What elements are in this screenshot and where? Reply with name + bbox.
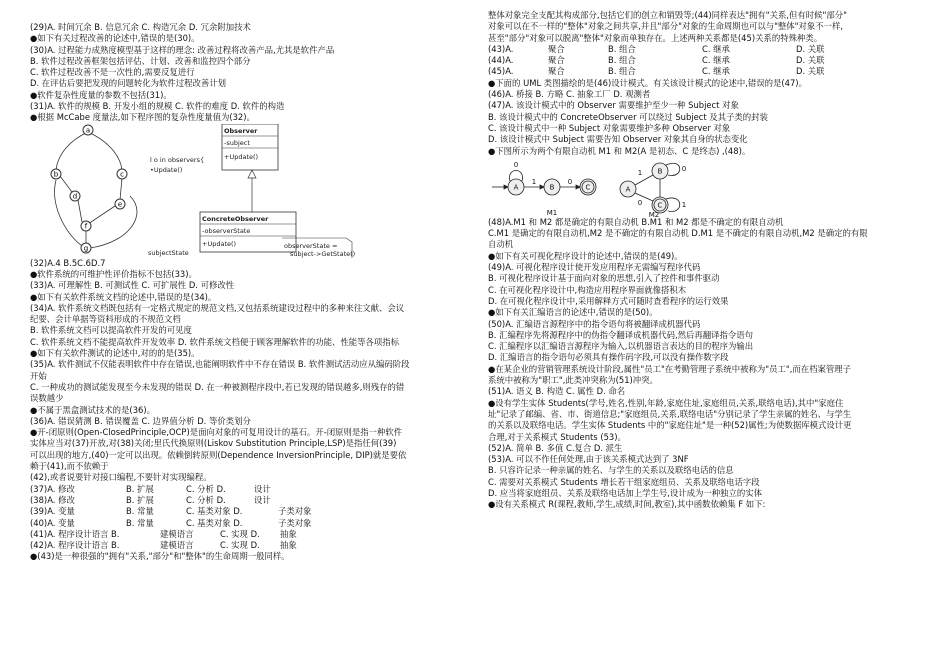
uml-note-4: subject->GetState() [290, 249, 356, 258]
text-line: 开始 [30, 370, 47, 381]
text-line: (51)A. 语义 B. 构造 C. 属性 D. 命名 [488, 386, 626, 397]
text-line: 对象可以在不一样的"整体"对象之间共享,并且"部分"对象的生命周期也可以与"整体"对象不一样, [488, 21, 844, 32]
m1-state-a: A [513, 183, 519, 192]
m2-edge-ab: 1 [637, 168, 643, 177]
m2-state-b: B [657, 167, 663, 176]
text-line: ●不属于黑盒测试技术的是(36)。 [30, 404, 155, 415]
node-b: b [53, 170, 59, 179]
m1-loop-label: 0 [513, 160, 519, 169]
text-line: ●设有关系模式 R(课程,教师,学生,成绩,时间,教室),其中函数依赖集 F 如下: [488, 499, 766, 510]
uml-observer-title: Observer [224, 126, 258, 135]
m2-edge-ac: 0 [637, 198, 643, 207]
uml-concrete-attr: -observerState [202, 226, 251, 235]
text-line: C.M1 是确定的有限自动机,M2 是不确定的有限自动机 D.M1 是不确定的有限自动机,M2 是确定的有限 [488, 228, 868, 239]
text-line: 址"记录了邮编、省、市、街道信息;"家庭组员,关系,联络电话"分别记录了学生亲属的姓名、与学生 [488, 408, 852, 419]
text-line: B. 该设计模式中的 ConcreteObserver 可以绕过 Subject 及其子类的封装 [488, 111, 768, 122]
text-line: (48)A.M1 和 M2 都是确定的有限自动机 B.M1 和 M2 都是不确定的有限自动机 [488, 216, 784, 227]
option-row: (39)A. 变量 B. 常量 C. 基类对象 D. 子类对象 [30, 506, 312, 517]
left-pre-block [30, 22, 466, 124]
text-line: 赖于(41),而不依赖于 [30, 461, 109, 472]
text-line: ●如下有关可视化程序设计的论述中,错误的是(49)。 [488, 250, 683, 261]
uml-note-1: l o in observers{ [150, 155, 205, 164]
text-line: (33)A. 可理解性 B. 可测试性 C. 可扩展性 D. 可修改性 [30, 280, 235, 291]
m2-state-c: C [657, 201, 663, 210]
text-line: ●(43)是一种很强的"拥有"关系,"部分"和"整体"的生命周期一般同样。 [30, 551, 290, 562]
text-line: B. 只容许记录一种亲属的姓名、与学生的关系以及联络电话的信息 [488, 465, 734, 476]
finite-automata-svg [488, 157, 748, 217]
uml-note-2: •Update() [150, 165, 183, 174]
node-e: e [117, 200, 123, 209]
text-line: B. 汇编程序先将源程序中的伪指令翻译成机器代码,然后再翻译指令语句 [488, 329, 753, 340]
options-37-42 [30, 484, 466, 552]
node-f: f [84, 222, 88, 231]
text-line: ●设有学生实体 Students(学号,姓名,性别,年龄,家庭住址,家庭组员,关系,联络电话),其中"家庭住 [488, 397, 844, 408]
text-line: 系统中被称为"职工",此类冲突称为(51)冲突。 [488, 375, 658, 386]
m1-state-c: C [585, 183, 591, 192]
text-line: D. 该设计模式中 Subject 需要告知 Observer 对象其自身的状态变化 [488, 134, 748, 145]
node-d: d [72, 192, 78, 201]
text-line: (53)A. 可以不作任何处理,由于该关系模式达到了 3NF [488, 454, 689, 465]
text-line: (36)A. 错误猜测 B. 错误覆盖 C. 边界值分析 D. 等价类划分 [30, 415, 251, 426]
option-row: (41)A. 程序设计语言 B. 建模语言 C. 实现 D. 抽象 [30, 528, 297, 539]
left-post-block [30, 258, 466, 484]
option-row: (44)A. 聚合 B. 组合 C. 继承 D. 关联 [488, 55, 825, 66]
option-row: (45)A. 聚合 B. 组合 C. 继承 D. 关联 [488, 66, 825, 77]
uml-observer-op: +Update() [224, 152, 259, 161]
option-row: (43)A. 聚合 B. 组合 C. 继承 D. 关联 [488, 43, 825, 54]
text-line: 自动机 [488, 239, 514, 250]
text-line: ●软件系统的可维护性评价指标不包括(33)。 [30, 268, 197, 279]
m1-edge-ab: 1 [531, 177, 537, 186]
uml-substate: subjectState [148, 248, 189, 257]
text-line: 合理,对于关系模式 Students (53)。 [488, 431, 626, 442]
text-line: C. 需要对关系模式 Students 增长若干组家庭组员、关系及联络电话字段 [488, 476, 760, 487]
text-line: C. 汇编程序以汇编语言源程序为输入,以机器语言表达的目的程序为输出 [488, 341, 754, 352]
text-line: (29)A. 时间冗余 B. 信息冗余 C. 构造冗余 D. 冗余附加技术 [30, 22, 251, 32]
text-line: C. 软件系统文档不能提高软件开发效率 D. 软件系统文档便于顾客理解软件的功能、性能等各项指标 [30, 336, 399, 347]
text-line: ●如下有关过程改善的论述中,错误的是(30)。 [30, 33, 200, 44]
text-line: 整体对象完全支配其构成部分,包括它们的创立和销毁等;(44)同样表达"拥有"关系,但有时候"部分" [488, 10, 847, 20]
text-line: (47)A. 该设计模式中的 Observer 需要维护至少一种 Subject 对象 [488, 100, 739, 111]
text-line: 可以出现的地方,(40)一定可以出现。依赖倒转原则(Dependence InversionPrinciple, DIP)就是要依 [30, 449, 407, 460]
text-line: (35)A. 软件测试不仅能表明软件中存在错误,也能阐明软件中不存在错误 B. 软件测试活动应从编码阶段 [30, 359, 410, 370]
m2-loop-b: 0 [681, 164, 687, 173]
right-column [488, 10, 924, 511]
text-line: (49)A. 可视化程序设计使开发应用程序无需编写程序代码 [488, 262, 701, 273]
text-line: C. 该设计模式中一种 Subject 对象需要维护多种 Observer 对象 [488, 122, 731, 133]
text-line: (52)A. 简单 B. 多值 C.复合 D. 派生 [488, 442, 623, 453]
text-line: D. 汇编语言的指令语句必须具有操作码字段,可以没有操作数字段 [488, 352, 729, 363]
text-line: B. 软件系统文档可以提高软件开发的可见度 [30, 325, 192, 336]
text-line: B. 软件过程改善框架包括评估、计划、改善和监控四个部分 [30, 55, 251, 66]
text-line: ●如下有关汇编语言的论述中,错误的是(50)。 [488, 307, 658, 318]
text-line: ●在某企业的营销管理系统设计阶段,属性"员工"在考勤管理子系统中被称为"员工",而在档案管理子 [488, 363, 852, 374]
node-g: g [83, 244, 89, 253]
m2-label: M2 [648, 210, 660, 217]
options-43-45 [488, 44, 924, 78]
text-line: (30)A. 过程能力成熟度模型基于这样的理念: 改善过程将改善产品,尤其是软件产品 [30, 44, 335, 55]
text-line: (46)A. 桥接 B. 方略 C. 抽象工厂 D. 观测者 [488, 89, 651, 100]
text-line: 的关系以及联络电话。学生实体 Students 中的"家庭住址"是一种(52)属性;为使数据库模式设计更 [488, 420, 852, 431]
m2-state-a: A [625, 185, 631, 194]
node-a: a [85, 126, 91, 135]
text-line: (42),或者说要针对接口编程,不要针对实现编程。 [30, 472, 212, 483]
m1-edge-bc: 0 [567, 177, 573, 186]
text-line: ●根据 McCabe 度量法,如下程序图的复杂性度量值为(32)。 [30, 112, 255, 123]
text-line: C. 一种成功的测试能发现至今未发现的错误 D. 在一种被测程序段中,若已发现的错误越多,则残存的错 [30, 381, 405, 392]
text-line: ●如下有关软件测试的论述中,对的的是(35)。 [30, 348, 200, 359]
program-graph-and-uml-figure [30, 124, 360, 258]
m1-label: M1 [546, 208, 558, 217]
option-row: (40)A. 变量 B. 常量 C. 基类对象 D. 子类对象 [30, 517, 312, 528]
text-line: (50)A. 汇编语言源程序中的指令语句将被翻译成机器代码 [488, 318, 701, 329]
option-row: (42)A. 程序设计语言 B. 建模语言 C. 实现 D. 抽象 [30, 540, 297, 551]
uml-concrete-op: +Update() [202, 239, 237, 248]
uml-observer-attr: -subject [224, 138, 250, 147]
left-column [30, 22, 466, 563]
text-line: 误数越少 [30, 393, 64, 404]
text-line: ●如下有关软件系统文档的论述中,错误的是(34)。 [30, 291, 217, 302]
text-line: ●软件复杂性度量的参数不包括(31)。 [30, 89, 172, 100]
text-line: C. 在可视化程序设计中,构造应用程序界面就像搭积木 [488, 284, 687, 295]
option-row: (37)A. 修改 B. 扩展 C. 分析 D. 设计 [30, 483, 271, 494]
text-line: ●下面的 UML 类图描绘的是(46)设计模式。有关该设计模式的论述中,错误的是(47)。 [488, 77, 807, 88]
node-c: c [120, 170, 124, 179]
m2-loop-c: 1 [681, 200, 687, 209]
text-line: ●开-闭原则(Open-ClosedPrinciple,OCP)是面向对象的可复用设计的基石。开-闭原则是指一种软件 [30, 427, 403, 438]
m1-state-b: B [549, 183, 555, 192]
figure-area [30, 124, 466, 258]
text-line: (34)A. 软件系统文档既包括有一定格式规定的规范文档,又包括系统建设过程中的多种来往文献、会议 [30, 302, 405, 313]
text-line: ●下图所示为两个有限自动机 M1 和 M2(A 是初态、C 是终态) ,(48)。 [488, 145, 751, 156]
text-line: B. 可视化程序设计基于面向对象的思想,引入了控件和事件驱动 [488, 273, 720, 284]
text-line: D. 在可视化程序设计中,采用解释方式可随时查看程序的运行效果 [488, 295, 729, 306]
text-line: C. 软件过程改善不是一次性的,需要反复进行 [30, 67, 195, 78]
text-line: D. 在评估后要把发现的问题转化为软件过程改善计划 [30, 78, 227, 89]
option-row: (38)A. 修改 B. 扩展 C. 分析 D. 设计 [30, 494, 271, 505]
text-line: 实体应当对(37)开放,对(38)关闭;里氏代换原则(Liskov Substitution Principle,LSP)是指任何(39) [30, 438, 397, 449]
uml-concrete-title: ConcreteObserver [202, 214, 269, 223]
text-line: 纪要、会计单据等资料形成的不规范文档 [30, 314, 181, 325]
text-line: (31)A. 软件的规模 B. 开发小组的规模 C. 软件的难度 D. 软件的构造 [30, 101, 285, 112]
uml-note-3: observerState = [284, 241, 338, 250]
automata-figure [488, 157, 924, 217]
text-line: D. 应当将家庭组员、关系及联络电话加上学生号,设计成为一种独立的实体 [488, 487, 763, 498]
text-line: (32)A.4 B.5C.6D.7 [30, 257, 106, 268]
text-line: 甚至"部分"对象可以脱离"整体"对象而单独存在。上述两种关系都是(45)关系的特殊种类。 [488, 32, 823, 43]
